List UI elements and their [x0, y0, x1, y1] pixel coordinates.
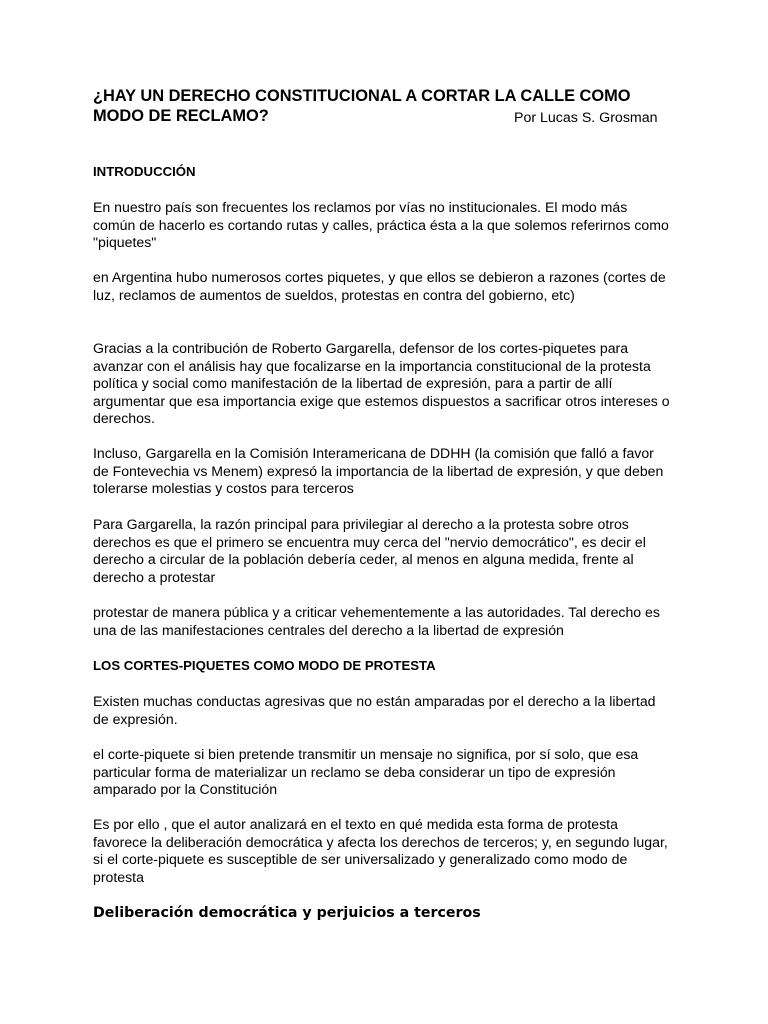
paragraph-line: argumentar que esa importancia exige que estemos dispuestos a sacrificar otros intereses o: [93, 392, 670, 409]
paragraph: [93, 199, 683, 252]
paragraph: [93, 340, 683, 428]
paragraph-line: política y social como manifestación de la libertad de expresión, para a partir de allí: [93, 375, 613, 392]
paragraph-line: avanzar con el análisis hay que focalizarse en la importancia constitucional de la protesta: [93, 357, 651, 374]
section-heading-introduccion: INTRODUCCIÓN: [93, 164, 196, 179]
paragraph-line: el corte-piquete si bien pretende transmitir un mensaje no significa, por sí solo, que esa: [93, 746, 639, 762]
section-heading-deliberacion: Deliberación democrática y perjuicios a terceros: [93, 905, 481, 921]
paragraph: [93, 746, 683, 799]
paragraph: [93, 816, 683, 886]
paragraph: [93, 604, 683, 639]
paragraph-line: de Fontevechia vs Menem) expresó la importancia de la libertad de expresión, y que deben: [93, 462, 664, 479]
paragraph-line: si el corte-piquete es susceptible de ser universalizado y generalizado como modo de: [93, 851, 628, 868]
paragraph: [93, 516, 683, 586]
paragraph: [93, 445, 683, 498]
paragraph-line: favorece la deliberación democrática y afecta los derechos de terceros; y, en segundo lugar,: [93, 833, 668, 850]
paragraph: [93, 269, 683, 304]
paragraph-line: protesta: [93, 868, 144, 885]
paragraph: [93, 693, 683, 728]
section-heading-cortes-piquetes: LOS CORTES-PIQUETES COMO MODO DE PROTESTA: [93, 658, 436, 673]
paragraph-line: protestar de manera pública y a criticar vehementemente a las autoridades. Tal derecho es: [93, 604, 660, 620]
paragraph-line: derecho a protestar: [93, 568, 216, 585]
paragraph-line: derechos es que el primero se encuentra muy cerca del "nervio democrático", es decir el: [93, 533, 646, 550]
paragraph-line: común de hacerlo es cortando rutas y calles, práctica ésta a la que solemos referirnos como: [93, 216, 669, 233]
paragraph-line: luz, reclamos de aumentos de sueldos, protestas en contra del gobierno, etc): [93, 286, 575, 303]
paragraph-line: derechos.: [93, 410, 155, 427]
paragraph-line: una de las manifestaciones centrales del derecho a la libertad de expresión: [93, 621, 564, 638]
paragraph-line: tolerarse molestias y costos para terceros: [93, 480, 354, 497]
paragraph-line: amparado por la Constitución: [93, 781, 278, 798]
paragraph-line: Es por ello , que el autor analizará en el texto en qué medida esta forma de protesta: [93, 816, 618, 832]
paragraph-line: particular forma de materializar un reclamo se deba considerar un tipo de expresión: [93, 763, 616, 780]
paragraph-line: Gracias a la contribución de Roberto Gargarella, defensor de los cortes-piquetes para: [93, 340, 629, 356]
paragraph-line: En nuestro país son frecuentes los reclamos por vías no institucionales. El modo más: [93, 199, 628, 215]
paragraph-line: Existen muchas conductas agresivas que no están amparadas por el derecho a la libertad: [93, 693, 656, 709]
paragraph-line: Incluso, Gargarella en la Comisión Interamericana de DDHH (la comisión que falló a favor: [93, 445, 654, 461]
paragraph-line: de expresión.: [93, 710, 178, 727]
paragraph-line: en Argentina hubo numerosos cortes piquetes, y que ellos se debieron a razones (cortes de: [93, 269, 666, 285]
paragraph-line: Para Gargarella, la razón principal para privilegiar al derecho a la protesta sobre otros: [93, 516, 629, 532]
paragraph-line: derecho a circular de la población debería ceder, al menos en alguna medida, frente al: [93, 551, 634, 568]
title-line: MODO DE RECLAMO?: [93, 107, 269, 125]
title-line: ¿HAY UN DERECHO CONSTITUCIONAL A CORTAR LA CALLE COMO: [93, 87, 631, 105]
paragraph-line: "piquetes": [93, 234, 157, 251]
author-byline: Por Lucas S. Grosman: [514, 110, 658, 126]
